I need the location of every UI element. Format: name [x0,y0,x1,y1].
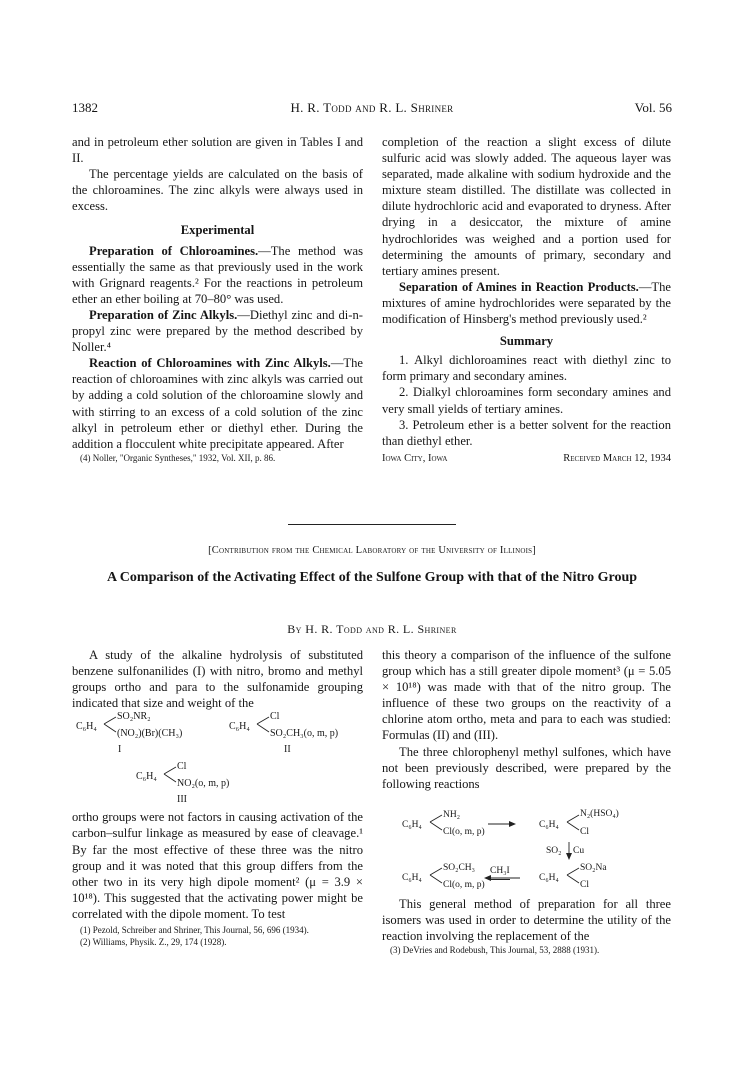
formula-substituent: SO₂CH₃(o, m, p) [270,728,339,740]
paragraph: Separation of Amines in Reaction Products.—The mixtures of amine hydrochlorides were separated by the modification of Hinsberg's method previously used.² [382,279,671,327]
paragraph: This general method of preparation for all three isomers was used in order to determine the utility of the reaction involving the replacement of the [382,896,671,944]
bottom-right-column [382,647,671,956]
section-heading-experimental: Experimental [180,223,255,238]
reaction-substituent: Cl [580,879,589,890]
reaction-bonds [382,792,671,896]
divider [288,524,456,525]
reagent-label: SO₂ [546,845,562,856]
formula-substituent: Cl [177,761,187,773]
footnote: (3) DeVries and Rodebush, This Journal, 53, 2888 (1931). [390,945,600,956]
summary-item: 3. Petroleum ether is a better solvent for the reaction than diethyl ether. [382,417,671,448]
summary-item: 1. Alkyl dichloroamines react with diethyl zinc to form primary and secondary amines. [382,353,671,384]
section-heading-summary: Summary [499,334,554,349]
run-in-heading: Reaction of Chloroamines with Zinc Alkyls. [89,356,331,371]
paragraph: and in petroleum ether solution are given in Tables I and II. [72,135,363,166]
volume-label: Vol. 56 [634,100,672,115]
run-in-heading: Preparation of Zinc Alkyls. [89,307,238,322]
formula-ring: C₆H₄ [229,721,250,733]
structural-formulas [72,711,363,809]
reaction-substituent: NH₂ [443,809,461,820]
paragraph: ortho groups were not factors in causing activation of the carbon–sulfur linkage as measured by ease of cleavage.¹ By far the most effective of these three was the nitro group and it was noted that this group differs from the other two in its very high dipole moment² (μ = 3.9 × 10¹⁸). This suggested that the activating power might be correlated with the dipole moment. To test [72,810,363,921]
formula-label: II [284,744,291,756]
top-left-column [72,134,363,464]
location: Iowa City, Iowa [382,452,448,464]
formula-label: I [118,744,122,756]
paragraph: this theory a comparison of the influence of the sulfone group which has a still greater dipole moment³ (μ = 5.05 × 10¹⁸) was made with that of the nitro group. The influence of these two groups on the reactivity of a chlorine atom ortho, meta and para to each was studied: Formulas (II) and (III). [382,648,671,743]
reagent-label: CH₃I [490,863,510,880]
affiliation-line [382,451,671,467]
run-in-heading: Preparation of Chloroamines. [89,243,259,258]
received-date: Received March 12, 1934 [563,452,671,464]
reaction-substituent: Cl(o, m, p) [443,826,485,837]
footnote: (4) Noller, "Organic Syntheses," 1932, Vol. XII, p. 86. [80,452,276,463]
paragraph: The three chlorophenyl methyl sulfones, which have not been previously described, were prepared by the following reactions [382,744,671,791]
running-header [72,100,672,120]
reaction-ring: C₆H₄ [402,819,422,830]
formula-ring: C₆H₄ [76,721,97,733]
footnote: (2) Williams, Physik. Z., 29, 174 (1928). [80,937,227,948]
formula-substituent: SO₂NR₂ [117,711,151,723]
reaction-substituent: SO₂Na [580,862,607,873]
paragraph: completion of the reaction a slight excess of dilute sulfuric acid was slowly added. The aqueous layer was separated, made alkaline with sodium hydroxide and the mixture steam distilled. The distillate was collected in dilute hydrochloric acid and evaporated to dryness. After drying in a desiccator, the mixture of amine hydrochlorides was weighed and a portion used for determining the amounts of primary, secondary and tertiary amines present. [382,135,671,278]
paragraph: Reaction of Chloroamines with Zinc Alkyls.—The reaction of chloroamines with zinc alkyls was carried out by adding a cold solution of the chloroamine slowly and with stirring to an excess of a cold solution of the zinc alkyl in petroleum ether or diethyl ether. During the addition a flocculent white precipitate appeared. After [72,356,363,451]
summary-item: 2. Dialkyl chloroamines form secondary amines and very small yields of tertiary amines. [382,385,671,416]
reaction-substituent: SO₂CH₃ [443,862,475,873]
paragraph: Preparation of Zinc Alkyls.—Diethyl zinc and di-n-propyl zinc were prepared by the method described by Noller.⁴ [72,307,363,355]
reaction-substituent: Cl [580,826,589,837]
paragraph: A study of the alkaline hydrolysis of substituted benzene sulfonanilides (I) with nitro, bromo and methyl groups ortho and para to the sulfonamide grouping indicated that size and weight of the [72,648,363,711]
reaction-ring: C₆H₄ [402,872,422,883]
reaction-ring: C₆H₄ [539,872,559,883]
article-byline: By H. R. Todd and R. L. Shriner [287,622,457,636]
paragraph: Preparation of Chloroamines.—The method was essentially the same as that previously used in the work with Grignard reagents.² For the reactions in petroleum ether an ether boiling at 70–80° was used. [72,243,363,306]
formula-substituent: NO₂(o, m, p) [177,778,230,790]
paragraph: The percentage yields are calculated on the basis of the chloroamines. The zinc alkyls were always used in excess. [72,167,363,214]
reaction-ring: C₆H₄ [539,819,559,830]
running-header-authors: H. R. Todd and R. L. Shriner [290,100,454,115]
page-number: 1382 [72,100,98,115]
footnotes [72,924,363,948]
formula-ring: C₆H₄ [136,771,157,783]
reaction-scheme [382,792,671,896]
contribution-line: [Contribution from the Chemical Laboratory of the University of Illinois] [208,545,536,556]
formula-label: III [177,794,187,806]
article-title: A Comparison of the Activating Effect of the Sulfone Group with that of the Nitro Group [106,570,638,585]
footnote: (1) Pezold, Schreiber and Shriner, This Journal, 56, 696 (1934). [80,925,309,936]
run-in-heading: Separation of Amines in Reaction Products. [399,279,639,294]
reaction-substituent: Cl(o, m, p) [443,879,485,890]
bottom-left-column [72,647,363,948]
reagent-label: Cu [573,845,585,856]
reaction-substituent: N₂(HSO₄) [580,808,619,819]
formula-substituent: (NO₂)(Br)(CH₃) [117,728,183,740]
top-right-column [382,134,671,467]
formula-substituent: Cl [270,711,280,723]
